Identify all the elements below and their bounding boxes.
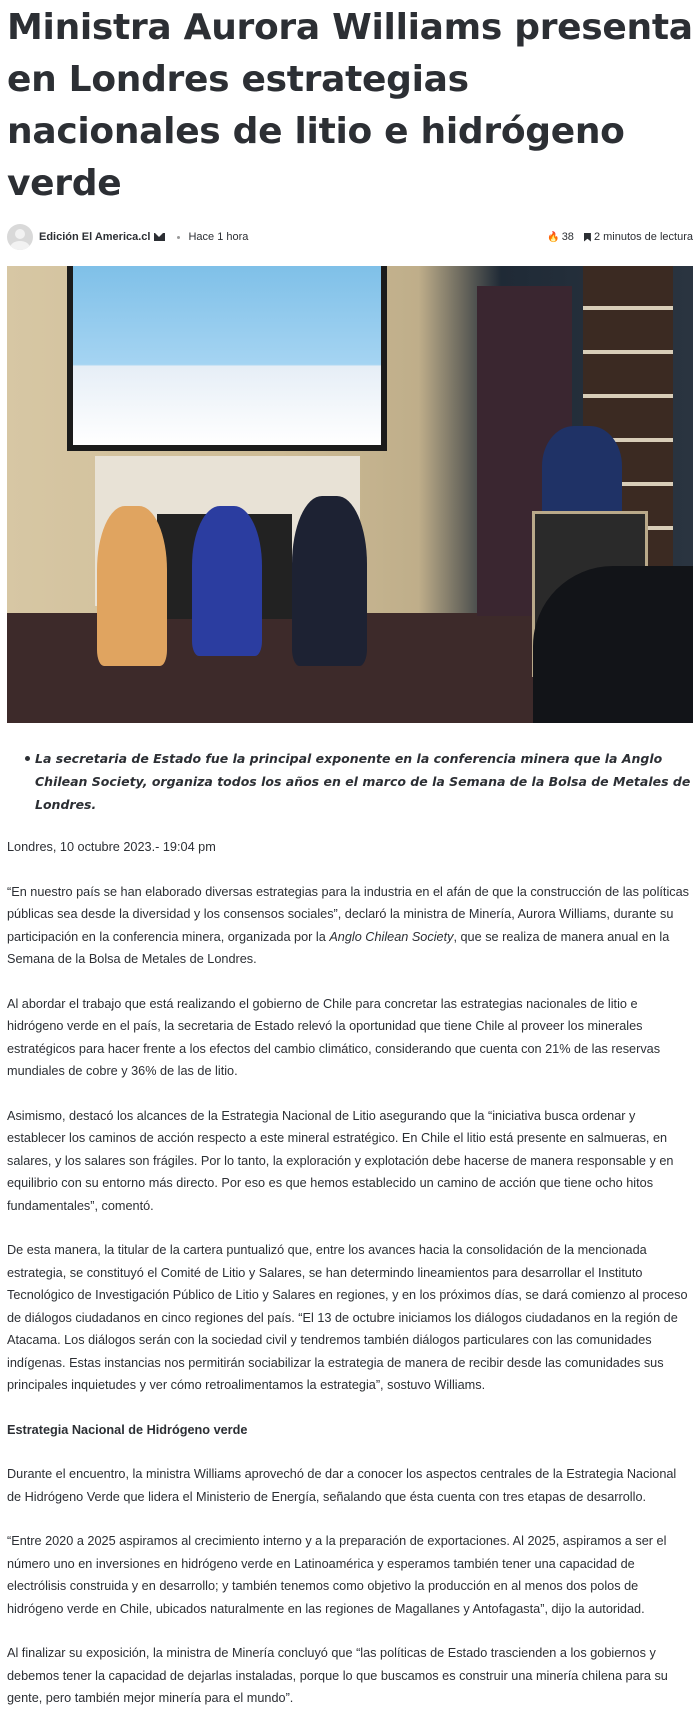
photo-panelist-3	[292, 496, 367, 666]
publish-time: Hace 1 hora	[188, 231, 249, 243]
author-avatar-icon[interactable]	[7, 224, 33, 250]
meta-left	[7, 224, 248, 250]
paragraph-4: De esta manera, la titular de la cartera puntualizó que, entre los avances hacia la consolidación de la mencionada estrategia, se constituyó el Comité de Litio y Salares, se han determindo lineamientos para desarrollar el Instituto Tecnológico de Investigación Público de Litio y Salares en regiones, y en los próximos días, se dará comienzo al proceso de diálogos ciudadanos en cinco regiones del país. “El 13 de octubre iniciamos los diálogos ciudadanos en la región de Atacama. Los diálogos serán con la sociedad civil y tendremos también diálogos particulares con las comunidades indígenas. Estas instancias nos permitirán sociabilizar la estrategia de manera de recibir desde las comunidades sus principales inquietudes y ver cómo retroalimentamos la estrategia”, sostuvo Williams.	[7, 1243, 688, 1392]
paragraph-6: “Entre 2020 a 2025 aspiramos al crecimiento interno y a la preparación de exportaciones. Al 2025, aspiramos a ser el número uno en inversiones en hidrógeno verde en Latinoamérica y esperamos también tener una capacidad de electrólisis construida y en desarrollo; y también tenemos como objetivo la producción en al menos dos polos de hidrógeno verde en Chile, ubicados naturalmente en las regiones de Magallanes y Antofagasta”, dijo la autoridad.	[7, 1534, 667, 1616]
photo-projection-slide	[73, 266, 381, 445]
photo-audience-member	[533, 566, 693, 723]
dateline: Londres, 10 octubre 2023.- 19:04 pm	[7, 840, 216, 854]
read-time: 2 minutos de lectura	[593, 231, 693, 243]
author-link[interactable]: Edición El America.cl	[39, 231, 151, 243]
photo-panelist-1	[97, 506, 167, 666]
view-count: 38	[561, 231, 574, 243]
paragraph-7: Al finalizar su exposición, la ministra de Minería concluyó que “las políticas de Estado trascienden a los gobiernos y debemos tener la capacidad de dejarlas instaladas, porque lo que buscamos es construir una minería chilena para su gente, pero también mejor minería para el mundo”.	[7, 1646, 668, 1705]
meta-right	[547, 231, 693, 243]
photo-panelist-2	[192, 506, 262, 656]
paragraph-5: Durante el encuentro, la ministra Williams aprovechó de dar a conocer los aspectos centrales de la Estrategia Nacional de Hidrógeno Verde que lidera el Ministerio de Energía, señalando que ésta cuenta con tres etapas de desarrollo.	[7, 1467, 677, 1504]
photo-projection-screen	[67, 266, 387, 451]
article-meta	[7, 222, 693, 252]
envelope-icon[interactable]	[154, 233, 165, 241]
paragraph-1: “En nuestro país se han elaborado diversas estrategias para la industria en el afán de que la construcción de las políticas públicas sea desde la diversidad y los consensos sociales”, declaró la ministra de Minería, Aurora Williams, durante su participación en la conferencia minera, organizada por la Anglo Chilean Society, que se realiza de manera anual en la Semana de la Bolsa de Metales de Londres.	[7, 884, 690, 966]
photo-caption: La secretaria de Estado fue la principal exponente en la conferencia minera que la Anglo Chilean Society, organiza todos los años en el marco de la Semana de la Bolsa de Metales de Londres.	[7, 747, 693, 816]
article-body	[7, 836, 693, 1710]
paragraph-3: Asimismo, destacó los alcances de la Estrategia Nacional de Litio asegurando que la “iniciativa busca ordenar y establecer los caminos de acción respecto a este mineral estratégico. En Chile el litio está presente en salmueras, en salares, y los salares son frágiles. Por lo tanto, la exploración y explotación debe hacerse de manera responsable y en equilibrio con su entorno más directo. Por eso es que hemos establecido un camino de acción que tiene ocho hitos fundamentales”, comentó.	[7, 1108, 674, 1213]
fire-icon: 🔥	[547, 231, 560, 243]
article-title: Ministra Aurora Williams presenta en Londres estrategias nacionales de litio e hidrógeno verde	[7, 7, 693, 204]
anglo-chilean-society-emphasis: Anglo Chilean Society	[329, 929, 454, 944]
section-subheading: Estrategia Nacional de Hidrógeno verde	[7, 1422, 248, 1437]
separator-dot	[177, 236, 180, 239]
article-photo	[7, 266, 693, 723]
paragraph-2: Al abordar el trabajo que está realizando el gobierno de Chile para concretar las estrategias nacionales de litio e hidrógeno verde en el país, la secretaria de Estado relevó la oportunidad que tiene Chile al proveer los minerales estratégicos para hacer frente a los efectos del cambio climático, considerando que cuenta con 21% de las reservas mundiales de cobre y 36% de las de litio.	[7, 996, 661, 1078]
bookmark-icon	[584, 233, 591, 242]
